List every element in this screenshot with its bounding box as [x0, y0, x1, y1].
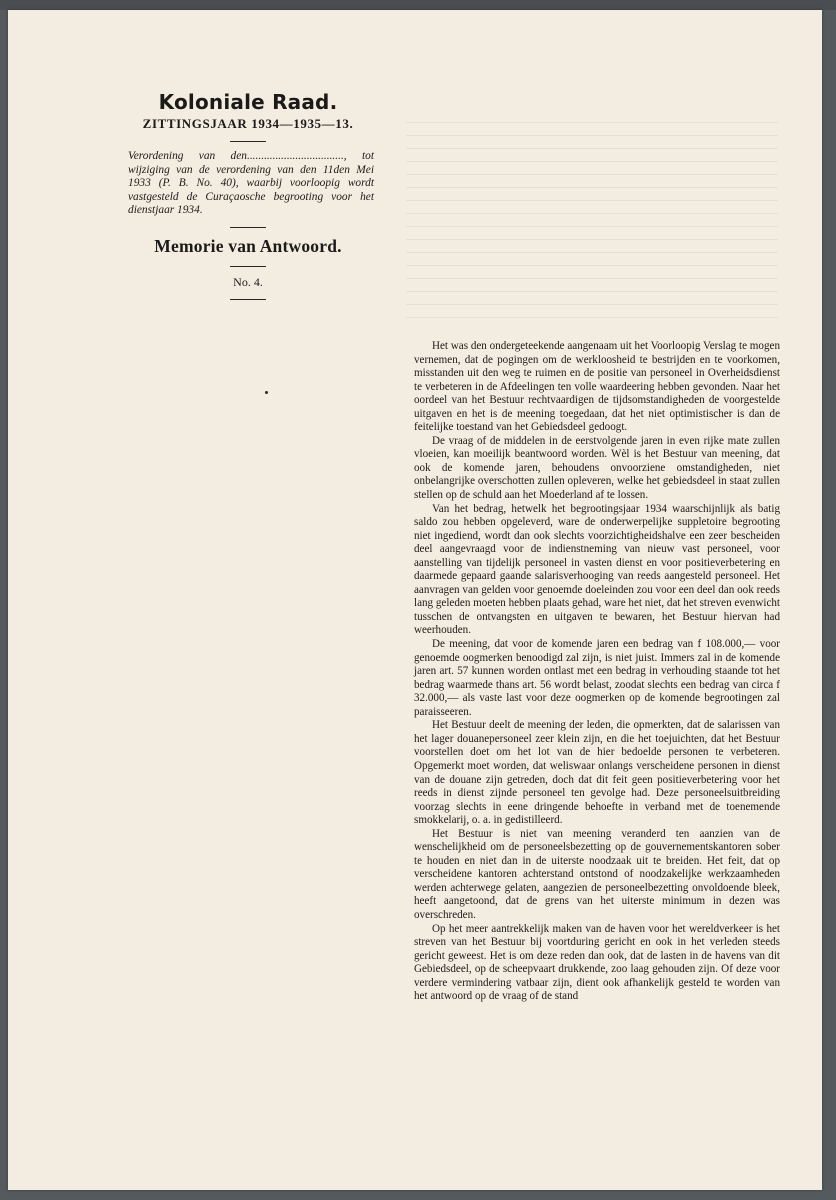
paragraph: Het Bestuur deelt de meening der leden, die opmerkten, dat de salarissen van het lager douanepersoneel zeer klein zijn, en die het toejuichten, dat het Bestuur voorstellen doet om het lot van de hier bedoelde personen te verbeteren. Opgemerkt moet worden, dat weliswaar onlangs verscheidene personen in dienst van de douane zijn getreden, doch dat dit feit geen positieverbetering voor het reeds in dienst zijnde personeel ten gevolge had. Deze personeelsuitbreiding voorzag slechts in eene dringende behoefte in verband met de toenemende smokkelarij, o. a. in gedistilleerd. — [414, 719, 780, 827]
divider — [230, 227, 266, 228]
paragraph: De meening, dat voor de komende jaren een bedrag van f 108.000,— voor genoemde oogmerken benoodigd zal zijn, is niet juist. Immers zal in de komende jaren art. 57 kunnen worden ontlast met een bedrag in verhouding staande tot het bedrag waarmede thans art. 56 wordt belast, zoodat slechts een bedrag van circa f 32.000,— als vaste last voor deze oogmerken op de komende begrootingen zal paraisseeren. — [414, 638, 780, 718]
paragraph: Het Bestuur is niet van meening veranderd ten aanzien van de wenschelijkheid om de personeelsbezetting op de gouvernementskantoren sober te houden en niet dan in de uiterste noodzaak uit te breiden. Het feit, dat op verscheidene kantoren achterstand ontstond of noodzakelijke werkzaamheden werden achterwege gelaten, aangezien de personeelbezetting onvoldoende bleek, heeft aangetoond, dat de grens van het uiterste minimum in dezen was overschreden. — [414, 827, 780, 921]
divider — [230, 266, 266, 267]
document-page — [8, 10, 822, 1190]
paragraph: Van het bedrag, hetwelk het begrootingsjaar 1934 waarschijnlijk als batig saldo zou hebben opgeleverd, ware de onderwerpelijke suppletoire begrooting niet ingediend, wordt dan ook slechts voorzichtigheidshalve een zeer bescheiden deel aangevraagd voor de indienstneming van nieuw vast personeel, voor aanstelling van tijdelijk personeel in vasten dienst en voor positieverbetering en daarmede gepaard gaande salarisverhooging van reeds aangesteld personeel. Het aanvragen van gelden voor genoemde doeleinden zou voor een deel dan ook reeds lang geleden moeten hebben plaats gehad, ware het niet, dat het streven evenwicht tusschen de ontvangsten en uitgaven te bewaren, het Bestuur hiervan had weerhouden. — [414, 502, 780, 637]
divider — [230, 299, 266, 300]
divider — [230, 141, 266, 142]
council-title: Koloniale Raad. — [158, 90, 338, 114]
bleed-through-shadow — [406, 122, 778, 322]
paragraph: Het was den ondergeteekende aangenaam uit het Voorloopig Verslag te mogen vernemen, dat de pogingen om de werkloosheid te bestrijden en te voorkomen, misstanden uit den weg te ruimen en de positie van personeel in Overheidsdienst te verbeteren in de Afdeelingen ten volle waardeering hebben gevonden. Naar het oordeel van het Bestuur rechtvaardigen de tijdsomstandigheden de voorgestelde uitgaven en het is de meening toegedaan, dat het niet optimistischer is dan de feitelijke toestand van het Gebiedsdeel gedoogt. — [414, 340, 780, 434]
paragraph: De vraag of de middelen in de eerstvolgende jaren in even rijke mate zullen vloeien, kan moeilijk beantwoord worden. Wèl is het Bestuur van meening, dat ook de komende jaren, behoudens onvoorziene omstandigheden, niet onbelangrijke overschotten zullen opleveren, welke het gebiedsdeel in staat zullen stellen op de schuld aan het Moederland af te lossen. — [414, 434, 780, 502]
scan-border — [0, 0, 836, 10]
session-year: ZITTINGSJAAR 1934—1935—13. — [142, 116, 354, 131]
document-title: Memorie van Antwoord. — [154, 235, 342, 256]
ink-speck — [265, 391, 268, 394]
document-header — [120, 90, 376, 308]
ordinance-description: Verordening van den.................................., tot wijziging van de verordening van den 11den Mei 1933 (P. B. No. 40), waarbij voorloopig wordt vastgesteld de Curaçaosche begrooting voor het dienstjaar 1934. — [128, 150, 374, 217]
body-text — [414, 340, 780, 1004]
paragraph: Op het meer aantrekkelijk maken van de haven voor het wereldverkeer is het streven van het Bestuur bij voortduring gericht en ook in het verleden steeds gericht geweest. Het is om deze reden dan ook, dat de lasten in de havens van dit Gebiedsdeel, op de scheepvaart drukkende, zoo laag gehouden zijn. Of deze voor verdere vermindering vatbaar zijn, dient ook afhankelijk gesteld te worden van het antwoord op de vraag of de stand — [414, 922, 780, 1003]
document-number: No. 4. — [233, 274, 263, 289]
